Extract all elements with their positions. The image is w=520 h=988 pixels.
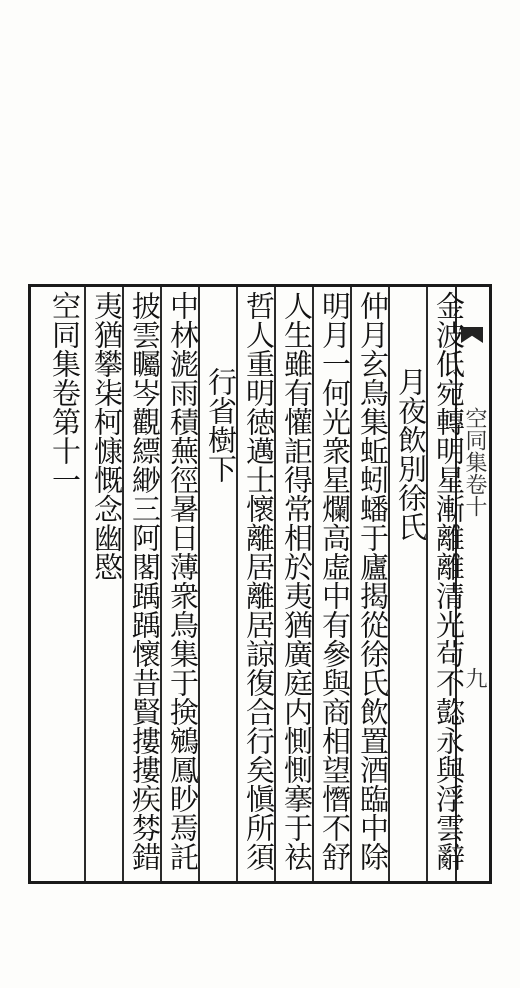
poem-title: 月夜飲別徐氏 bbox=[394, 367, 428, 541]
text-column: 中林滮雨積蕪徑暑日薄衆鳥集于𢮦鵷鳳眇焉託 bbox=[166, 291, 200, 871]
print-frame bbox=[28, 284, 492, 884]
block-heart-page-mark: 九 bbox=[462, 667, 487, 689]
poem-title: 行省樹下 bbox=[204, 367, 238, 483]
text-column: 金波低宛轉明星漸離離清光茍不㦤永與浮雲辭 bbox=[432, 291, 466, 871]
block-heart-title: 空同集卷十 bbox=[462, 407, 487, 517]
text-column: 人生雖有懽詎得常相於夷猶廣庭内惻惻搴于袪 bbox=[280, 291, 314, 871]
text-column: 仲月玄鳥集蚯蚓蟠于廬揭從徐氏飲置酒臨中除 bbox=[356, 291, 390, 871]
text-column: 明月一何光衆星爛高虛中有參與商相望憯不舒 bbox=[318, 291, 352, 871]
text-column: 披雲矚岑觀縹緲三阿閣踽踽懷昔賢摟摟疾棼錯 bbox=[128, 291, 162, 871]
text-column: 夷猶攀㭍柯慷慨念幽愍 bbox=[90, 291, 124, 581]
volume-colophon: 空同集卷第十一 bbox=[48, 291, 82, 494]
text-column: 哲人重明徳邁士懷離居離居諒復合行矣愼所須 bbox=[242, 291, 276, 871]
